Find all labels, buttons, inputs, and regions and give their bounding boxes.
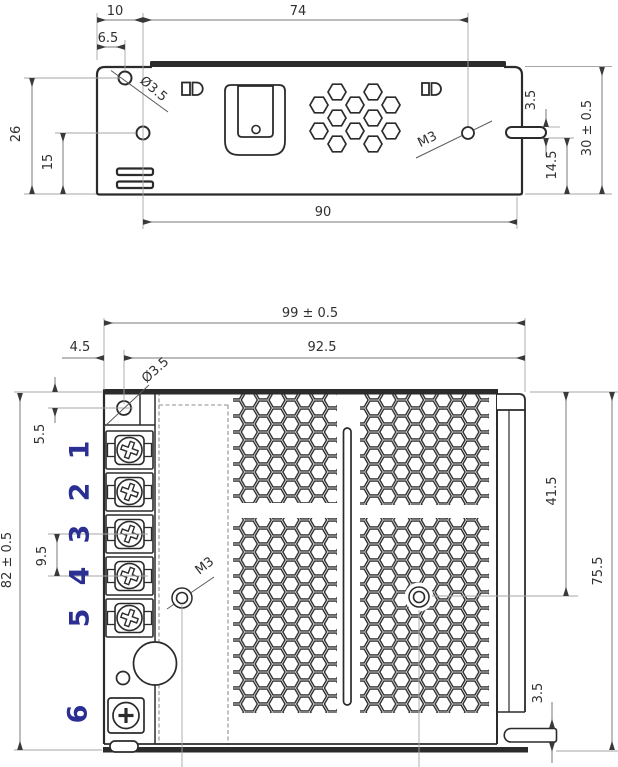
terminal-screw [106,599,153,637]
terminal-screw [106,473,153,511]
dim-label: 75.5 [591,556,606,586]
switch-cutout [225,85,285,155]
bottom-tab [110,741,138,752]
dim-label: 82 ± 0.5 [0,531,15,589]
terminal-screw [106,431,153,469]
led-indicator [117,672,130,685]
mounting-hole [119,72,132,85]
dim-label: 4.5 [69,340,91,355]
m3-hole [462,127,474,139]
dim-label: 90 [314,205,332,220]
cover-lip-edge [103,389,498,395]
dim-label: 30 ± 0.5 [580,99,595,157]
dim-label: 41.5 [545,476,560,506]
dim-label: 14.5 [545,150,560,180]
hole-diameter-label: Ø3.5 [136,73,170,106]
bracket-tab [506,127,546,138]
bracket-slot-tab [504,729,556,743]
dim-label: 3.5 [524,89,539,111]
center-slot [344,428,352,705]
terminal-number: 3 [64,524,96,544]
cover-lip-edge [150,61,506,67]
m3-hole [414,592,425,603]
dim-label: 6.5 [97,31,119,46]
top-view-drawing [0,306,618,767]
hex-vent-panel [360,518,489,713]
dim-label: 92.5 [307,340,337,355]
hex-vent-panel [233,394,337,503]
chassis-hole [134,642,177,685]
dim-label: 15 [41,153,56,171]
hex-vent-panel [233,518,337,713]
potentiometer [108,698,144,733]
thread-label: M3 [415,128,440,151]
dim-label: 3.5 [531,682,546,704]
terminal-number: 5 [64,608,96,628]
dim-label: 5.5 [33,423,48,445]
dim-label: 10 [106,4,124,19]
hole-diameter-label: Ø3.5 [139,354,173,387]
dim-label: 9.5 [35,545,50,567]
side-view-drawing [9,4,612,229]
bottom-edge [103,747,528,753]
vent-slot [117,182,153,189]
keyhole-slot [422,83,441,95]
dim-label: 99 ± 0.5 [281,306,339,321]
keyhole-slot [182,83,203,96]
vent-slot [117,169,153,176]
hex-vent-panel [360,394,489,505]
terminal-number: 2 [64,482,96,502]
thread-label: M3 [192,554,218,579]
terminal-number: 1 [64,440,96,460]
terminal-number: 6 [62,704,94,724]
m3-hole [177,593,188,604]
dim-label: 74 [289,4,307,19]
dim-label: 26 [9,125,24,143]
terminal-number: 4 [64,566,96,586]
